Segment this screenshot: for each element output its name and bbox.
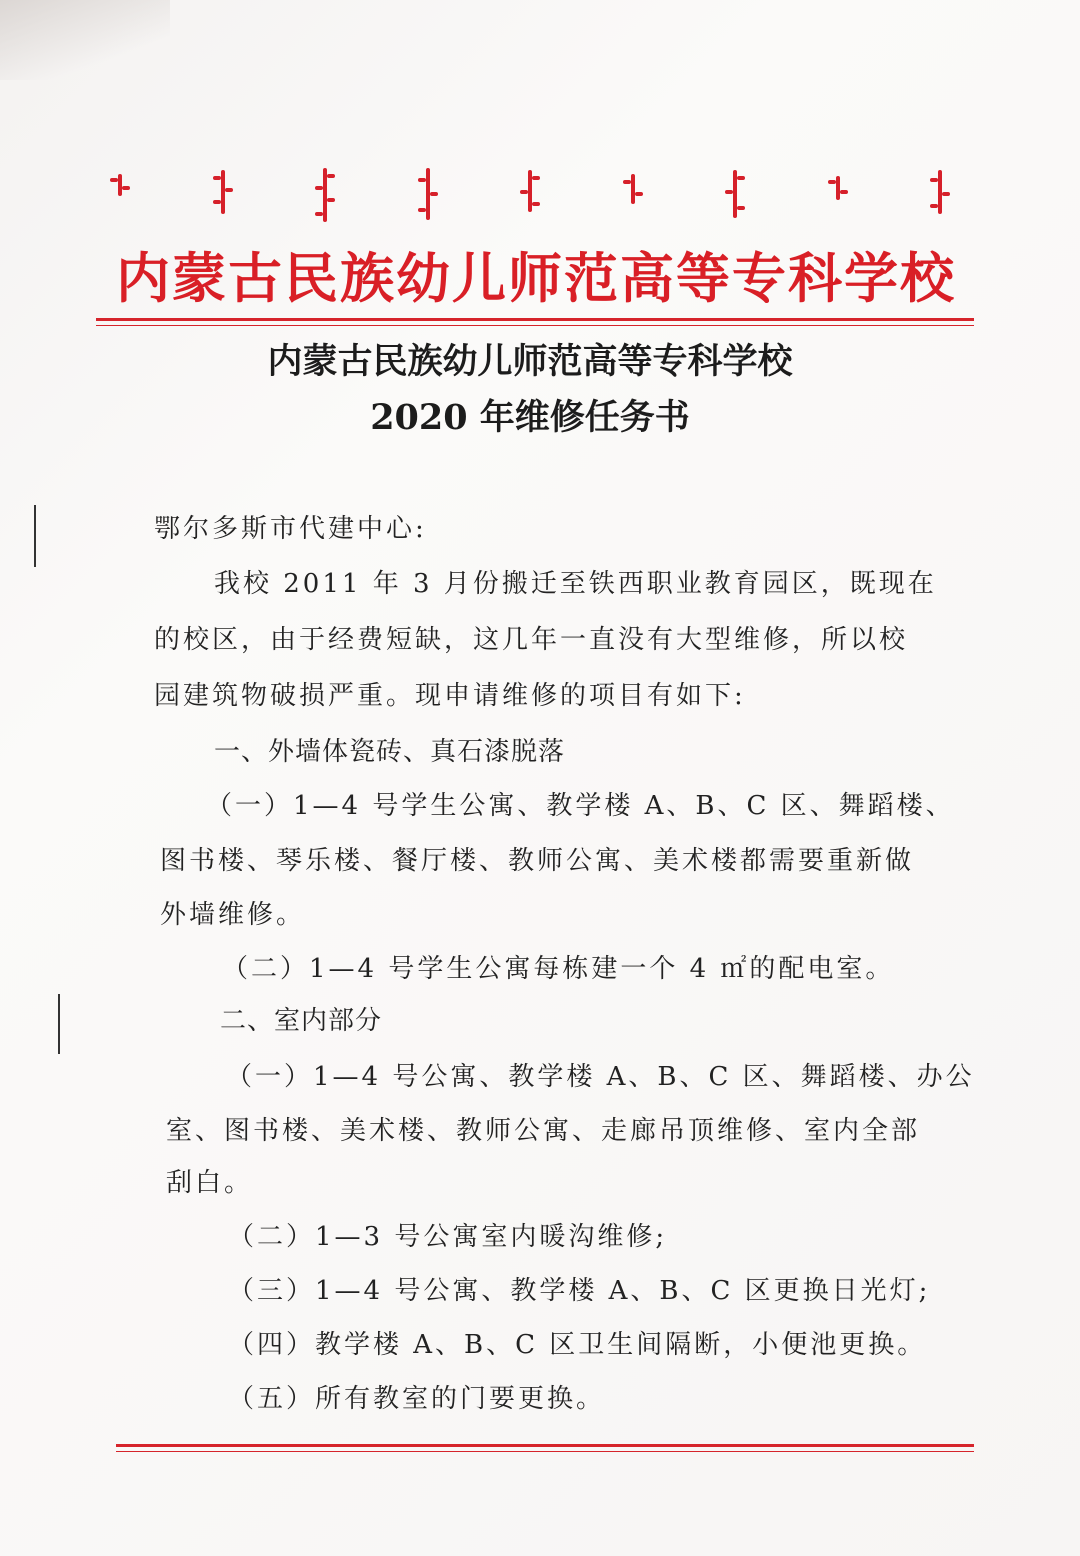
margin-mark: [34, 505, 36, 567]
section1-item1-line2: 图书楼、琴乐楼、餐厅楼、教师公寓、美术楼都需要重新做: [160, 846, 915, 876]
document-title-line2: 2020 年维修任务书: [370, 397, 690, 438]
mongolian-glyph: [826, 168, 850, 224]
section1-item2: （二）1—4 号学生公寓每栋建一个 4 ㎡的配电室。: [222, 954, 895, 984]
section1-item1-line3: 外墙维修。: [160, 900, 306, 930]
section2-item5: （五）所有教室的门要更换。: [228, 1384, 606, 1414]
mongolian-script-letterhead: [100, 168, 960, 228]
section2-item4: （四）教学楼 A、B、C 区卫生间隔断，小便池更换。: [228, 1330, 927, 1360]
mongolian-glyph: [723, 168, 747, 224]
mongolian-glyph: [211, 168, 235, 224]
document-title-line1: 内蒙古民族幼儿师范高等专科学校: [267, 341, 793, 382]
section2-item1-line3: 刮白。: [166, 1168, 254, 1198]
footer-rule-thick: [116, 1444, 974, 1447]
section2-item2: （二）1—3 号公寓室内暖沟维修;: [228, 1222, 668, 1252]
section2-item1-line1: （一）1—4 号公寓、教学楼 A、B、C 区、舞蹈楼、办公: [226, 1062, 975, 1092]
mongolian-glyph: [621, 168, 645, 224]
letterhead-rule-thin: [96, 325, 974, 326]
mongolian-glyph: [416, 168, 440, 224]
letterhead-rule-thick: [96, 318, 974, 321]
margin-mark: [58, 994, 60, 1054]
mongolian-glyph: [928, 168, 952, 224]
section1-item1-line1: （一）1—4 号学生公寓、教学楼 A、B、C 区、舞蹈楼、: [206, 791, 955, 821]
section2-item1-line2: 室、图书楼、美术楼、教师公寓、走廊吊顶维修、室内全部: [166, 1116, 921, 1146]
intro-line-3: 园建筑物破损严重。现申请维修的项目有如下:: [154, 681, 746, 711]
addressee: 鄂尔多斯市代建中心:: [154, 514, 427, 544]
section1-heading: 一、外墙体瓷砖、真石漆脱落: [214, 737, 566, 767]
section2-item3: （三）1—4 号公寓、教学楼 A、B、C 区更换日光灯;: [228, 1276, 931, 1306]
intro-line-1: 我校 2011 年 3 月份搬迁至铁西职业教育园区，既现在: [214, 569, 937, 599]
page-shadow: [0, 0, 170, 80]
mongolian-glyph: [518, 168, 542, 224]
footer-rule-thin: [116, 1451, 974, 1452]
letterhead-org-name: 内蒙古民族幼儿师范高等专科学校: [116, 246, 956, 310]
intro-line-2: 的校区，由于经费短缺，这几年一直没有大型维修，所以校: [154, 625, 909, 655]
mongolian-glyph: [108, 168, 132, 224]
mongolian-glyph: [313, 168, 337, 224]
section2-heading: 二、室内部分: [220, 1006, 383, 1036]
